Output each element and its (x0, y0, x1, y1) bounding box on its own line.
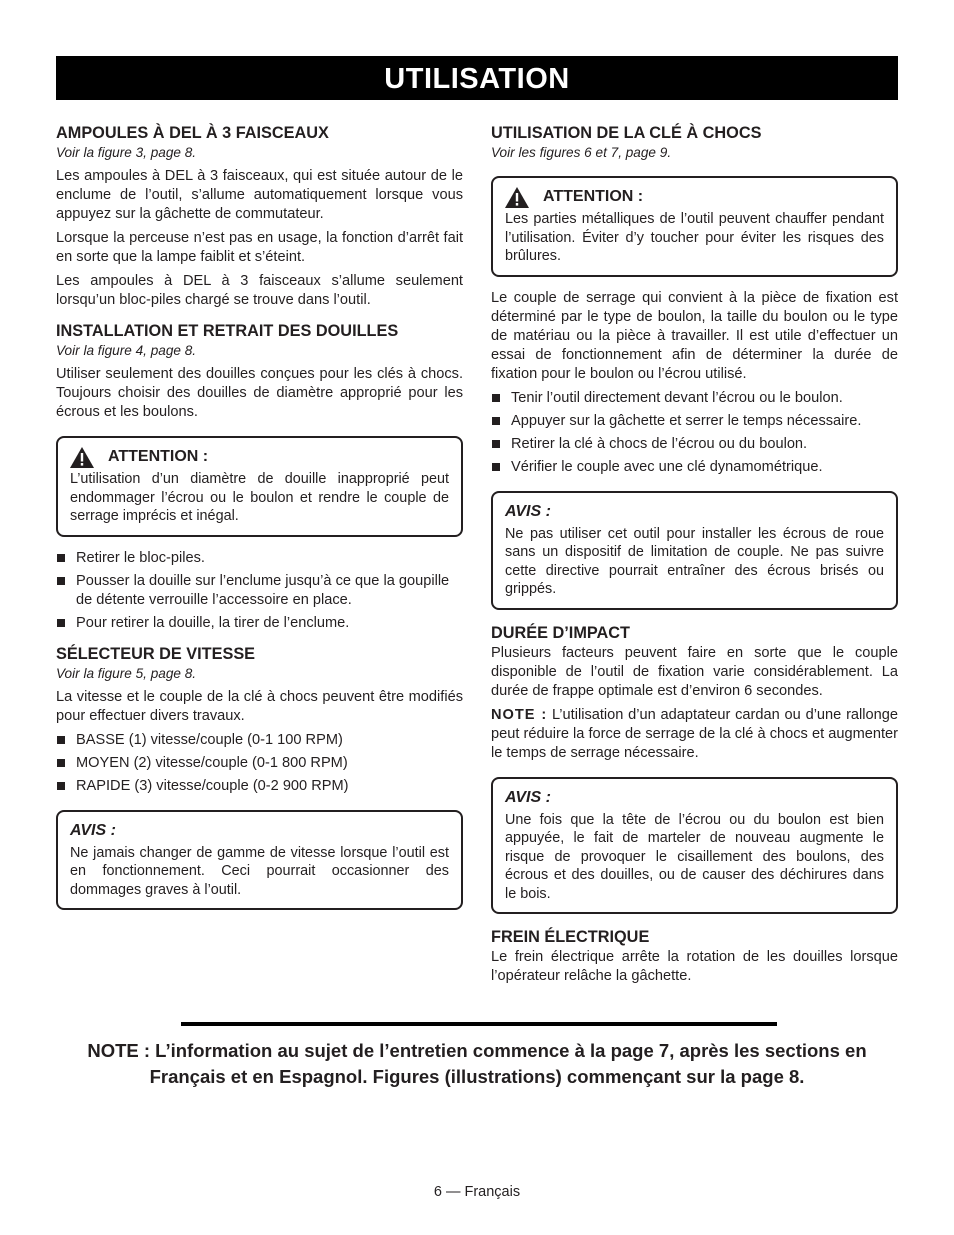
page-title: UTILISATION (56, 56, 898, 100)
warning-triangle-icon (70, 447, 94, 468)
list-item: RAPIDE (3) vitesse/couple (0-2 900 RPM) (56, 777, 463, 796)
notice-title: AVIS : (505, 502, 551, 520)
page-footer: 6 — Français (433, 1184, 521, 1200)
square-bullet-icon (57, 554, 65, 562)
right-column (491, 122, 898, 996)
paragraph: Lorsque la perceuse n’est pas en usage, la fonction d’arrêt fait en sorte que la lampe faiblit et s’éteint. (56, 230, 463, 265)
square-bullet-icon (492, 440, 500, 448)
attention-text: Les parties métalliques de l’outil peuvent chauffer pendant l’utilisation. Éviter d’y toucher pour éviter les risques des brûlures. (505, 211, 884, 264)
section-sockets (56, 320, 463, 633)
section-speed-selector (56, 643, 463, 911)
attention-box (56, 436, 463, 537)
divider (181, 1022, 777, 1026)
note-text: L’utilisation d’un adaptateur cardan ou d’une rallonge peut réduire la force de serrage de la clé à chocs et augmenter le temps de serrage nécessaire. (491, 706, 898, 761)
square-bullet-icon (57, 577, 65, 585)
attention-box (491, 176, 898, 277)
section-impact-duration (491, 622, 898, 915)
list-item: Appuyer sur la gâchette et serrer le temps nécessaire. (491, 412, 898, 431)
notice-text: Ne pas utiliser cet outil pour installer les écrous de roue sans un dispositif de limitation de couple. Ne pas suivre cette directive pourrait entraîner des écrous brisés ou grippés. (505, 525, 884, 597)
square-bullet-icon (492, 463, 500, 471)
square-bullet-icon (57, 736, 65, 744)
list-item: MOYEN (2) vitesse/couple (0-1 800 RPM) (56, 754, 463, 773)
notice-title: AVIS : (505, 788, 551, 806)
square-bullet-icon (57, 782, 65, 790)
figure-reference: Voir les figures 6 et 7, page 9. (491, 145, 672, 160)
paragraph: Les ampoules à DEL à 3 faisceaux s’allume seulement lorsqu’un bloc-piles chargé se trouve dans l’outil. (56, 273, 463, 308)
paragraph: Le couple de serrage qui convient à la pièce de fixation est déterminé par le type de boulon, la taille du boulon ou le type de matériau ou la pièce à travailler. Il est utile d’effectuer un essai de fonctionnement afin de déterminer la durée de fixation pour le boulon ou l’écrou utilisé. (491, 289, 898, 382)
list-item: Retirer le bloc-piles. (56, 549, 463, 568)
list-item: Tenir l’outil directement devant l’écrou ou le boulon. (491, 389, 898, 408)
square-bullet-icon (492, 417, 500, 425)
list-item: Vérifier le couple avec une clé dynamométrique. (491, 458, 898, 477)
section-heading: DURÉE D’IMPACT (491, 623, 630, 642)
paragraph: Les ampoules à DEL à 3 faisceaux, qui est située autour de le enclume de l’outil, s’allume automatiquement lorsque vous appuyez sur la gâchette de commutateur. (56, 168, 463, 222)
bullet-list (56, 549, 463, 633)
notice-text: Une fois que la tête de l’écrou ou du boulon est bien appuyée, le fait de marteler de nouveau augmente le risque de provoquer le cisaillement des boulons, des écrous et des douilles, ou de causer des déchirures dans le bois. (505, 811, 884, 902)
square-bullet-icon (492, 394, 500, 402)
warning-triangle-icon (505, 187, 529, 208)
left-column (56, 122, 463, 922)
bottom-note: NOTE : L’information au sujet de l’entretien commence à la page 7, après les sections en Français et en Espagnol. Figures (illustrations) commençant sur la page 8. (87, 1040, 867, 1087)
notice-text: Ne jamais changer de gamme de vitesse lorsque l’outil est en fonctionnement. Ceci pourrait occasionner des dommages graves à l’outil. (70, 844, 449, 898)
paragraph: Le frein électrique arrête la rotation de les douilles lorsque l’opérateur relâche la gâchette. (491, 949, 898, 984)
list-item: Pousser la douille sur l’enclume jusqu’à ce que la goupille de détente verrouille l’accessoire en place. (56, 572, 463, 610)
figure-reference: Voir la figure 4, page 8. (56, 343, 197, 358)
note-label: NOTE : (491, 706, 548, 723)
paragraph: La vitesse et le couple de la clé à chocs peuvent être modifiés pour effectuer divers travaux. (56, 688, 463, 724)
attention-title: ATTENTION : (108, 448, 209, 465)
section-heading: FREIN ÉLECTRIQUE (491, 928, 650, 946)
paragraph: Plusieurs facteurs peuvent faire en sorte que le couple disponible de l’outil de fixation varie considérablement. La durée de frappe optimale est d’environ 6 secondes. (491, 644, 898, 699)
notice-box (491, 777, 898, 915)
figure-reference: Voir la figure 3, page 8. (56, 145, 197, 160)
list-item: BASSE (1) vitesse/couple (0-1 100 RPM) (56, 731, 463, 750)
section-heading: AMPOULES À DEL À 3 FAISCEAUX (56, 124, 329, 142)
bullet-list (491, 389, 898, 477)
section-heading: UTILISATION DE LA CLÉ À CHOCS (491, 124, 762, 142)
section-impact-wrench-use (491, 122, 898, 610)
notice-box (491, 491, 898, 610)
bullet-list (56, 731, 463, 796)
paragraph: Utiliser seulement des douilles conçues pour les clés à chocs. Toujours choisir des douilles de diamètre approprié pour les écrous et les boulons. (56, 366, 463, 420)
square-bullet-icon (57, 619, 65, 627)
notice-title: AVIS : (70, 821, 116, 839)
list-item: Retirer la clé à chocs de l’écrou ou du boulon. (491, 435, 898, 454)
attention-title: ATTENTION : (543, 188, 644, 205)
section-heading: INSTALLATION ET RETRAIT DES DOUILLES (56, 322, 399, 340)
list-item: Pour retirer la douille, la tirer de l’enclume. (56, 614, 463, 633)
square-bullet-icon (57, 759, 65, 767)
section-led-lights (56, 122, 463, 310)
attention-text: L’utilisation d’un diamètre de douille inapproprié peut endommager l’écrou ou le boulon et rendre le couple de serrage imprécis et inégal. (70, 471, 449, 524)
section-electric-brake (491, 926, 898, 986)
notice-box (56, 810, 463, 911)
note-paragraph (491, 706, 898, 763)
section-heading: SÉLECTEUR DE VITESSE (56, 644, 256, 663)
figure-reference: Voir la figure 5, page 8. (56, 665, 197, 681)
